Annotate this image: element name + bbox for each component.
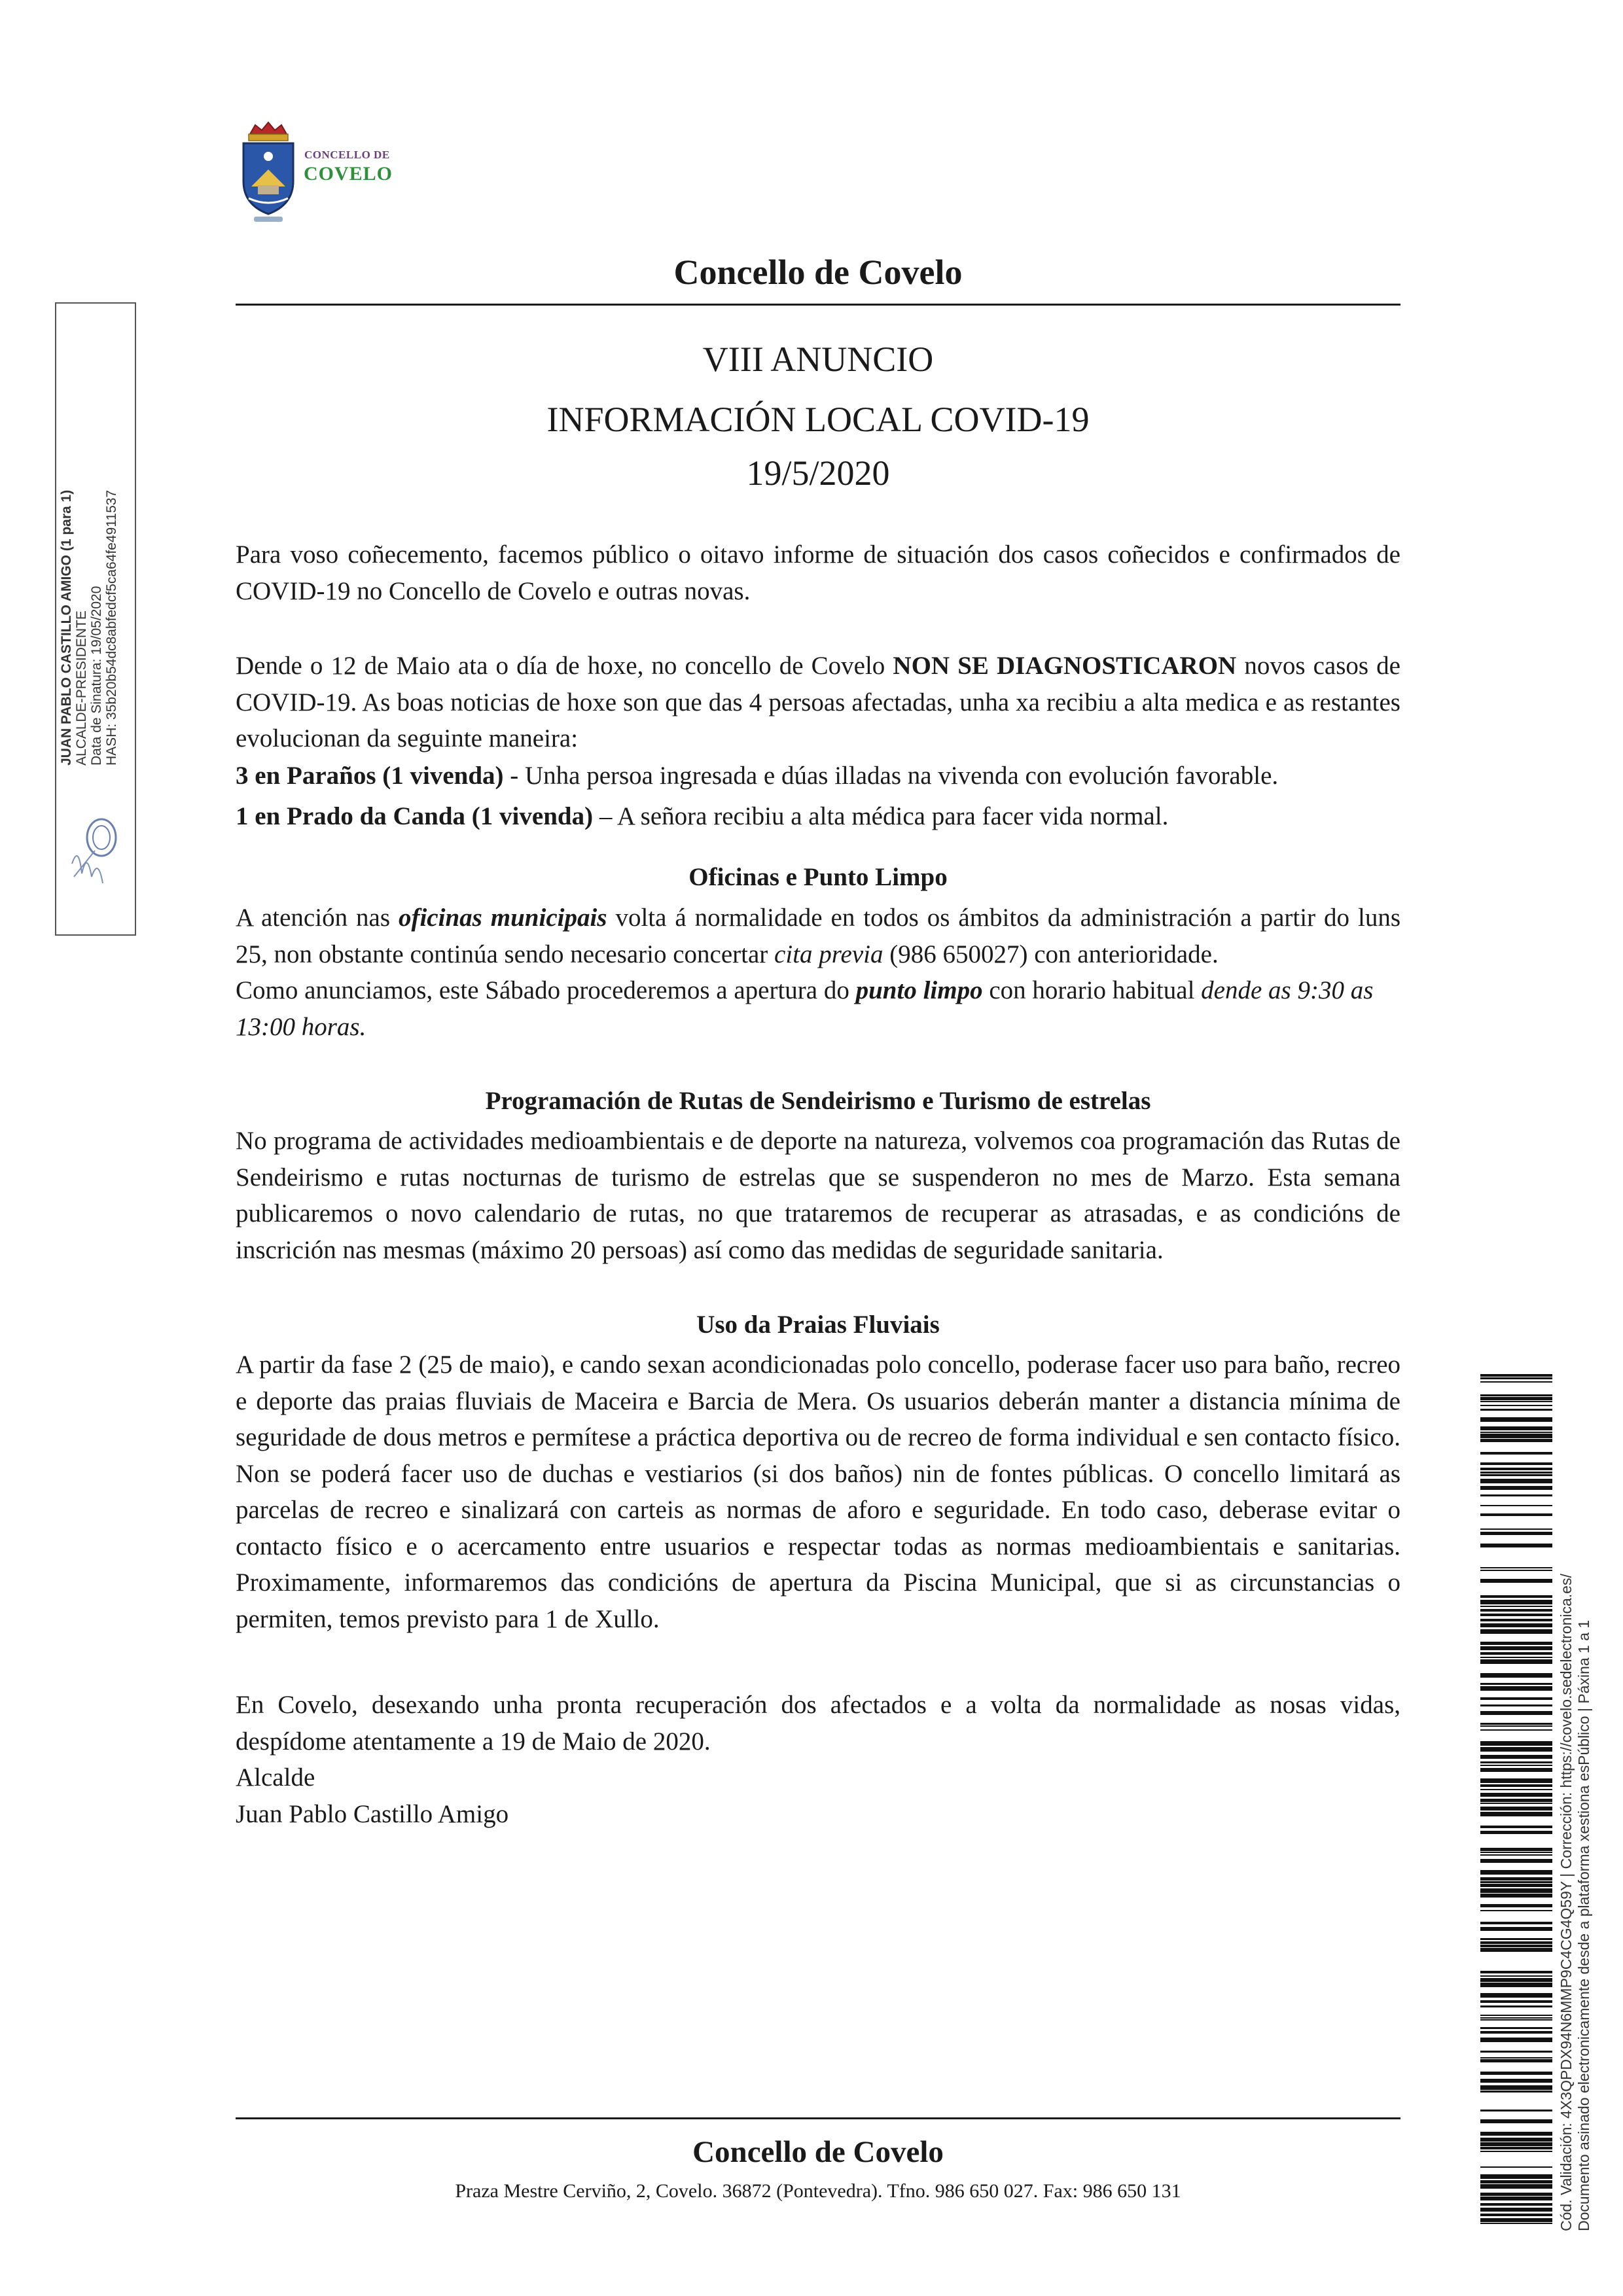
routes-paragraph xyxy=(236,1123,1400,1268)
barcode-bar xyxy=(1480,1434,1552,1438)
barcode-bar xyxy=(1480,1799,1552,1802)
barcode-bar xyxy=(1480,1922,1552,1924)
barcode-bar xyxy=(1480,1528,1552,1530)
barcode-bar xyxy=(1480,1993,1552,1998)
barcode-bar xyxy=(1480,1642,1552,1645)
barcode-bar xyxy=(1480,1486,1552,1490)
barcode-bar xyxy=(1480,1409,1552,1411)
barcode-bar xyxy=(1480,1894,1552,1898)
barcode-bar xyxy=(1480,1629,1552,1634)
signature-date: Data de Sinatura: 19/05/2020 xyxy=(89,586,104,766)
barcode-bar xyxy=(1480,1812,1552,1816)
barcode-bar xyxy=(1480,1697,1552,1700)
closing-text: En Covelo, desexando unha pronta recuperación dos afectados e a volta da normalidade as nosas vidas, despídome atentamente a 19 de Maio de 2020. xyxy=(236,1691,1400,1756)
barcode-bar xyxy=(1480,2214,1552,2216)
barcode-bar xyxy=(1480,1888,1552,1893)
barcode-bar xyxy=(1480,1474,1552,1476)
closing-paragraph xyxy=(236,1687,1400,1832)
barcode-bar xyxy=(1480,2184,1552,2189)
barcode-bar xyxy=(1480,1426,1552,1430)
barcode-bar xyxy=(1480,2059,1552,2062)
barcode-bar xyxy=(1480,1657,1552,1658)
barcode-bar xyxy=(1480,2151,1552,2152)
cases-item-paranos xyxy=(236,758,1400,794)
barcode-bar xyxy=(1480,1870,1552,1875)
barcode-bar xyxy=(1480,2019,1552,2021)
footer-address: Praza Mestre Cerviño, 2, Covelo. 36872 (Pontevedra). Tfno. 986 650 027. Fax: 986 650 131 xyxy=(455,2180,1181,2202)
barcode-bar xyxy=(1480,1479,1552,1483)
barcode-bar xyxy=(1480,2166,1552,2168)
offices-t4: Como anunciamos, este Sábado procederemos a apertura do xyxy=(236,976,856,1004)
barcode-bar xyxy=(1480,2091,1552,2093)
logo-small-text: CONCELLO DE xyxy=(304,149,390,161)
barcode-bar xyxy=(1480,2057,1552,2058)
barcode-bar xyxy=(1480,1472,1552,1474)
barcode-bar xyxy=(1480,1975,1552,1977)
barcode-bar xyxy=(1480,1711,1552,1715)
offices-text-1 xyxy=(236,900,1400,972)
barcode-bar xyxy=(1480,2223,1552,2224)
barcode-bar xyxy=(1480,1789,1552,1790)
barcode-bar xyxy=(1480,1910,1552,1911)
barcode-bar xyxy=(1480,1579,1552,1583)
offices-t1: A atención nas xyxy=(236,904,399,932)
beaches-text: A partir da fase 2 (25 de maio), e cando sexan acondicionadas polo concello, poderase facer uso para baño, recreo e deporte das praias fluviais de Maceira e Barcia de Mera. Os usuarios deberán manter a distancia mínima de seguridade de dous metros e permítese a práctica deportiva ou de recreo de forma individual e sen contacto físico. Non se poderá facer uso de duchas e vestiarios (si dos baños) nin de fontes públicas. O concello limitará as parcelas de recreo e sinalizará con carteis as normas de aforo e seguridade. En todo caso, deberase evitar o contacto físico e o acercamento entre usuarios e respectar todas as normas medioambientais e sanitarias. Proximamente, informaremos das condicións de apertura da Piscina Municipal, que si as circunstancias o permiten, temos previsto para 1 de Xullo. xyxy=(236,1351,1400,1633)
closing-name: Juan Pablo Castillo Amigo xyxy=(236,1799,509,1828)
barcode-bar xyxy=(1480,1784,1552,1787)
barcode-bar xyxy=(1480,1704,1552,1706)
barcode-bar xyxy=(1480,1652,1552,1655)
barcode-icon xyxy=(1480,1374,1552,2238)
barcode-bar xyxy=(1480,2005,1552,2007)
barcode-bar xyxy=(1480,2203,1552,2206)
validation-details xyxy=(1558,1381,1593,2231)
barcode-bar xyxy=(1480,1729,1552,1731)
cases-no-diagnosis: NON SE DIAGNOSTICARON xyxy=(893,652,1237,680)
offices-paragraph xyxy=(236,900,1400,1045)
barcode-bar xyxy=(1480,1374,1552,1377)
offices-heading: Oficinas e Punto Limpo xyxy=(688,863,948,891)
barcode-bar xyxy=(1480,1646,1552,1650)
signature-hash: HASH: 35b20b54dc8abfedcf5ca64fe4911537 xyxy=(104,489,119,766)
offices-t2: volta á normalidade en todos os ámbitos da administración a partir do luns 25, non obstante continúa sendo necesario concertar xyxy=(236,904,1401,968)
cases-paragraph xyxy=(236,648,1400,757)
barcode-bar xyxy=(1480,1544,1552,1547)
barcode-bar xyxy=(1480,1600,1552,1604)
barcode-bar xyxy=(1480,2174,1552,2179)
offices-hours-emphasis: dende as 9:30 as 13:00 horas. xyxy=(236,976,1374,1041)
barcode-bar xyxy=(1480,1439,1552,1442)
barcode-bar xyxy=(1480,1417,1552,1422)
barcode-bar xyxy=(1480,1468,1552,1470)
barcode-bar xyxy=(1480,1725,1552,1727)
barcode-bar xyxy=(1480,1432,1552,1433)
org-name-footer: Concello de Covelo xyxy=(692,2135,944,2169)
barcode-bar xyxy=(1480,1619,1552,1621)
cases-item-prado-label: 1 en Prado da Canda (1 vivenda) xyxy=(236,802,594,830)
barcode-bar xyxy=(1480,1595,1552,1598)
barcode-bar xyxy=(1480,2000,1552,2003)
barcode-bar xyxy=(1480,1826,1552,1828)
barcode-bar xyxy=(1480,1723,1552,1725)
announcement-date: 19/5/2020 xyxy=(746,453,890,493)
org-name-header: Concello de Covelo xyxy=(673,253,963,292)
barcode-bar xyxy=(1480,1462,1552,1465)
offices-t3: (986 650027) con anterioridade. xyxy=(883,940,1219,968)
barcode-bar xyxy=(1480,1405,1552,1406)
barcode-bar xyxy=(1480,2142,1552,2146)
barcode-bar xyxy=(1480,1614,1552,1616)
cases-item-paranos-text: - Unha persoa ingresada e dúas illadas na vivenda con evolución favorable. xyxy=(503,762,1279,790)
barcode-bar xyxy=(1480,1397,1552,1400)
announcement-title: INFORMACIÓN LOCAL COVID-19 xyxy=(546,400,1090,439)
intro-paragraph xyxy=(236,537,1400,609)
barcode-bar xyxy=(1480,1803,1552,1804)
barcode-bar xyxy=(1480,1686,1552,1691)
validation-barcode xyxy=(1480,1374,1552,2238)
cases-text xyxy=(236,648,1400,757)
barcode-bar xyxy=(1480,1852,1552,1853)
barcode-bar xyxy=(1480,2079,1552,2083)
barcode-bar xyxy=(1480,2119,1552,2123)
barcode-bar xyxy=(1480,1768,1552,1772)
beaches-heading: Uso da Praias Fluviais xyxy=(696,1311,940,1339)
barcode-bar xyxy=(1480,1377,1552,1379)
barcode-bar xyxy=(1480,1854,1552,1856)
barcode-bar xyxy=(1480,2051,1552,2053)
barcode-bar xyxy=(1480,1765,1552,1766)
barcode-bar xyxy=(1480,2197,1552,2200)
barcode-bar xyxy=(1480,1755,1552,1759)
offices-t5: con horario habitual xyxy=(982,976,1202,1004)
barcode-bar xyxy=(1480,2017,1552,2019)
announcement-number: VIII ANUNCIO xyxy=(702,340,934,379)
barcode-bar xyxy=(1480,1859,1552,1863)
validation-code: Cód. Validación: 4X3QPDX94N6MMP9C4CG4Q59Y | Corrección: https://covelo.sedelectronica.es/ xyxy=(1558,1574,1575,2231)
barcode-bar xyxy=(1480,2147,1552,2149)
barcode-bar xyxy=(1480,1494,1552,1496)
cases-text-start: Dende o 12 de Maio ata o día de hoxe, no concello de Covelo xyxy=(236,652,893,680)
barcode-bar xyxy=(1480,1877,1552,1881)
barcode-bar xyxy=(1480,1881,1552,1883)
barcode-bar xyxy=(1480,1659,1552,1664)
barcode-bar xyxy=(1480,1941,1552,1944)
barcode-bar xyxy=(1480,1623,1552,1627)
barcode-bar xyxy=(1480,1741,1552,1746)
cases-text-end: novos casos de COVID-19. As boas noticias de hoxe son que das 4 persoas afectadas, unha xa recibiu a alta medica e as restantes evolucionan da seguinte maneira: xyxy=(236,652,1400,752)
barcode-bar xyxy=(1480,1761,1552,1763)
barcode-bar xyxy=(1480,1567,1552,1568)
barcode-bar xyxy=(1480,1673,1552,1678)
barcode-bar xyxy=(1480,1793,1552,1797)
barcode-bar xyxy=(1480,2218,1552,2222)
signature-signer: JUAN PABLO CASTILLO AMIGO (1 para 1) xyxy=(59,489,74,766)
barcode-bar xyxy=(1480,1606,1552,1607)
barcode-bar xyxy=(1480,1505,1552,1506)
barcode-bar xyxy=(1480,2132,1552,2136)
barcode-bar xyxy=(1480,1848,1552,1851)
barcode-bar xyxy=(1480,2027,1552,2029)
closing-role: Alcalde xyxy=(236,1763,315,1792)
header-divider xyxy=(236,304,1400,306)
barcode-bar xyxy=(1480,1401,1552,1402)
offices-appointment-emphasis: cita previa xyxy=(774,940,883,968)
barcode-bar xyxy=(1480,1948,1552,1952)
beaches-paragraph xyxy=(236,1347,1400,1637)
offices-municipal-emphasis: oficinas municipais xyxy=(398,904,607,932)
barcode-bar xyxy=(1480,2138,1552,2142)
coat-of-arms-icon xyxy=(236,121,301,226)
signature-role: ALCALDE-PRESIDENTE xyxy=(74,610,89,766)
barcode-bar xyxy=(1480,1938,1552,1940)
barcode-bar xyxy=(1480,1381,1552,1383)
barcode-bar xyxy=(1480,2193,1552,2196)
cases-item-prado xyxy=(236,798,1400,835)
barcode-bar xyxy=(1480,2015,1552,2016)
routes-text: No programa de actividades medioambientais e de deporte na natureza, volvemos coa programación das Rutas de Sendeirismo e rutas nocturnas de turismo de estrelas que se suspenderon no mes de Marzo. Esta semana publicaremos o novo calendario de rutas, no que trataremos de recuperar as atrasadas, e as condicións de inscrición nas mesmas (máximo 20 persoas) así como das medidas de seguridade sanitaria. xyxy=(236,1127,1400,1264)
barcode-bar xyxy=(1480,2110,1552,2111)
barcode-bar xyxy=(1480,1807,1552,1810)
barcode-bar xyxy=(1480,1904,1552,1907)
footer-divider xyxy=(236,2117,1400,2119)
logo-big-text: COVELO xyxy=(304,163,393,185)
barcode-bar xyxy=(1480,1831,1552,1834)
barcode-bar xyxy=(1480,1927,1552,1931)
barcode-bar xyxy=(1480,1978,1552,1982)
barcode-bar xyxy=(1480,1971,1552,1973)
signature-seal xyxy=(62,811,128,890)
barcode-bar xyxy=(1480,1884,1552,1887)
barcode-bar xyxy=(1480,1452,1552,1455)
cases-item-paranos-label: 3 en Paraños (1 vivenda) xyxy=(236,762,504,790)
seal-icon xyxy=(62,811,128,890)
barcode-bar xyxy=(1480,1778,1552,1783)
intro-text: Para voso coñecemento, facemos público o oitavo informe de situación dos casos coñecidos e confirmados de COVID-19 no Concello de Covelo e outras novas. xyxy=(236,540,1400,605)
barcode-bar xyxy=(1480,2208,1552,2212)
concello-logo xyxy=(236,121,393,226)
barcode-bar xyxy=(1480,2038,1552,2042)
barcode-bar xyxy=(1480,1513,1552,1516)
offices-clean-point-emphasis: punto limpo xyxy=(855,976,983,1004)
validation-platform: Documento asinado electronicamente desde a plataforma xestiona esPúblico | Páxina 1 a 1 xyxy=(1575,1619,1592,2231)
cases-item-prado-text: – A señora recibiu a alta médica para facer vida normal. xyxy=(593,802,1169,830)
barcode-bar xyxy=(1480,1532,1552,1535)
barcode-bar xyxy=(1480,2180,1552,2183)
offices-text-2 xyxy=(236,972,1384,1045)
barcode-bar xyxy=(1480,2031,1552,2034)
barcode-bar xyxy=(1480,1983,1552,1987)
barcode-bar xyxy=(1480,2072,1552,2075)
barcode-bar xyxy=(1480,2085,1552,2090)
barcode-bar xyxy=(1480,1683,1552,1685)
barcode-bar xyxy=(1480,1945,1552,1947)
routes-heading: Programación de Rutas de Sendeirismo e Turismo de estrelas xyxy=(485,1087,1151,1115)
barcode-bar xyxy=(1480,1394,1552,1396)
signature-details xyxy=(59,425,119,766)
barcode-bar xyxy=(1480,1747,1552,1752)
barcode-bar xyxy=(1480,1609,1552,1612)
barcode-bar xyxy=(1480,1570,1552,1571)
